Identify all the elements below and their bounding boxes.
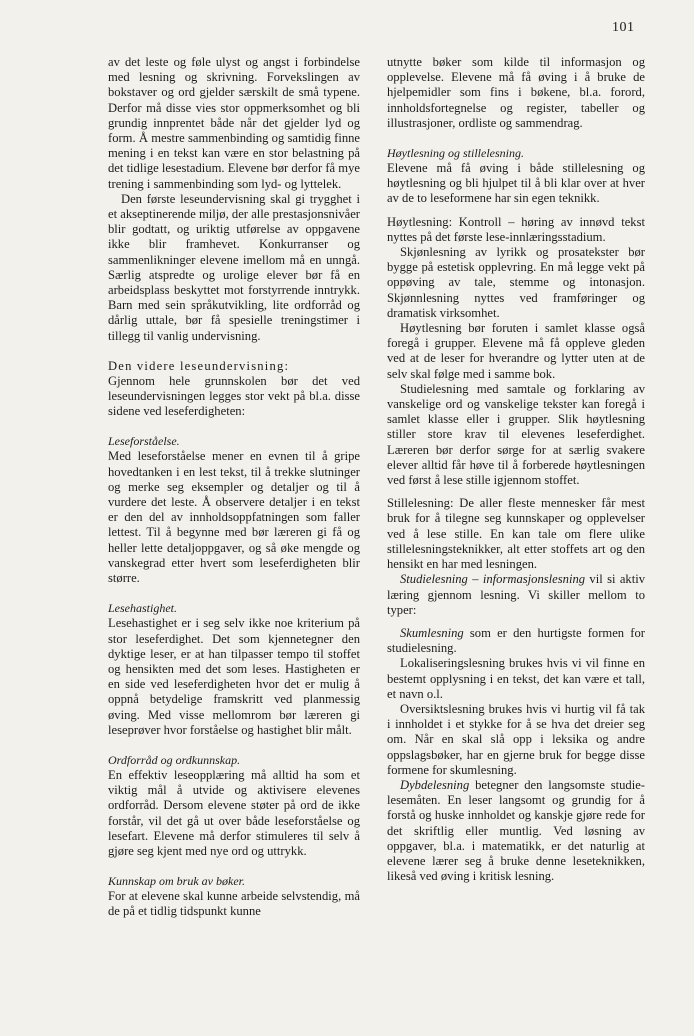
term: Skumlesning — [400, 625, 464, 640]
paragraph — [387, 778, 645, 884]
paragraph: Studielesning med samtale og forklaring av vanskelige ord og vanskelige tekster kan foregå i samlet klasse eller i grupper. Slik høytlesning stiller store krav til elevenes leseferdighet. Læreren bør derfor sørge for at særlig svakere elever alltid får høve til å forberede høytlesningen ved først å lese stille igjennom stoffet. — [387, 381, 645, 488]
paragraph: Stillelesning: De aller fleste mennesker får mest bruk for å tilegne seg kunnskaper og opplevelser ved å lese stille. En kan tale om flere ulike stillelesningsteknikker, alt etter stoffets art og den hensikt en har med lesningen. — [387, 496, 645, 572]
paragraph: Gjennom hele grunnskolen bør det ved leseundervisningen legges stor vekt på bl.a. disse sidene ved leseferdigheten: — [108, 373, 360, 419]
subheading: Ordforråd og ordkunnskap. — [108, 752, 241, 767]
subheading: Leseforståelse. — [108, 434, 180, 449]
paragraph: En effektiv leseopplæring må alltid ha som et viktig mål å utvide og aktivisere elevenes ordforråd. Dersom elevene støter på ord de ikke forstår, vil det gå ut over både leseforståelse og lesefart. Elevene må derfor stimuleres til selv å gjøre seg kjent med nye ord og uttrykk. — [108, 767, 360, 858]
paragraph: av det leste og føle ulyst og angst i forbindelse med lesning og skrivning. Forvekslingen av bokstaver og ord gjelder særskilt de små typene. Derfor må disse vies stor oppmerksomhet og bli grundig innprentet både når det gjelder lyd og form. Å mestre sammenbinding og samtidig finne mening i en tekst kan være en stor belastning på det tidlige lesestadium. Elevene bør derfor få mye trening i sammenbinding som lyd- og lyttelek. — [108, 55, 360, 191]
term: Dybdelesning — [400, 777, 470, 792]
paragraph: Oversiktslesning brukes hvis vi hurtig vil få tak i innholdet i et stykke for å se hva det dreier seg om. Når en skal slå opp i leksika og andre oppslagsbøker, har en gjerne bruk for begge disse formene for skumlesning. — [387, 701, 645, 777]
paragraph — [387, 626, 645, 656]
paragraph: Lokaliseringslesning brukes hvis vi vil finne en bestemt opplysning i en tekst, det kan være et tall, et navn o.l. — [387, 656, 645, 701]
paragraph: Høytlesning: Kontroll – høring av innøvd tekst nyttes på det første lese-innlæringsstadium. — [387, 214, 645, 244]
section-heading: Den videre leseundervisning: — [108, 358, 290, 373]
paragraph: utnytte bøker som kilde til informasjon og opplevelse. Elevene må få øving i å bruke de hjelpemidler som fins i bøkene, bl.a. forord, innholdsfortegnelse og register, tabeller og illustrasjoner, ordliste og sammendrag. — [387, 55, 645, 130]
left-column — [108, 55, 360, 920]
page-number: 101 — [612, 20, 635, 35]
paragraph: Skjønlesning av lyrikk og prosatekster bør bygge på estetisk opplevring. En må legge vekt på oppøving av tale, stemme og intonasjon. Skjønnlesning nyttes ved framføringer og dramatisk virksomhet. — [387, 245, 645, 320]
paragraph: Høytlesning bør foruten i samlet klasse også foregå i grupper. Elevene må få oppleve gleden ved at de leser for hverandre og lytter uten at de selv skal følge med i samme bok. — [387, 321, 645, 381]
paragraph: Lesehastighet er i seg selv ikke noe kriterium på stor leseferdighet. Det som kjennetegner den dyktige leser, er at han tilpasser tempo til stoffet og hensikten med det som leses. Hastigheten er en side ved leseferdigheten hvor det er mulig å oppnå betydelige framskritt ved planmessig øving. Med visse mellomrom bør læreren gi leseprøver hvor forståelse og hastighet blir målt. — [108, 616, 360, 737]
paragraph-text: som er den hurtigste formen for studielesning. — [387, 625, 645, 656]
paragraph: Den første leseundervisning skal gi trygghet i et akseptinerende miljø, der alle prestasjonsnivåer blir godtatt, og uriktig utførelse av oppgavene ikke blir framhevet. Konkurranser og sammenlikninger elevene imellom må en unngå. Særlig atspredte og urolige elever bør få en arbeidsplass beskyttet mot forstyrrende inntrykk. Barn med sein språkutvikling, lite ordforråd og dårlig uttale, bør få spesielle treningstimer i tillegg til vanlig undervisning. — [108, 191, 360, 343]
subheading: Kunnskap om bruk av bøker. — [108, 874, 245, 889]
subheading: Lesehastighet. — [108, 601, 177, 616]
paragraph: For at elevene skal kunne arbeide selvstendig, må de på et tidlig tidspunkt kunne — [108, 889, 360, 919]
paragraph — [387, 572, 645, 618]
subheading: Høytlesning og stillelesning. — [387, 146, 524, 161]
paragraph: Elevene må få øving i både stillelesning og høytlesning og bli hjulpet til å bli klar over at hver av de to leseformene har sin egen teknikk. — [387, 161, 645, 206]
right-column — [387, 55, 645, 884]
paragraph-text: vil si aktiv læring gjennom lesning. Vi skiller mellom to typer: — [387, 572, 646, 617]
paragraph: Med leseforståelse mener en evnen til å gripe hovedtanken i en lest tekst, til å trekke slutninger og merke seg eksempler og detaljer og til å vurdere det leste. Å observere detaljer i en tekst er den del av innholdsoppfatningen som faller lettest. Til å begynne med bør læreren gi få og heller lette detaljoppgaver, og så øke mengde og vanskegrad etter hvert som leseferdigheten blir større. — [108, 449, 360, 586]
paragraph-text: betegner den langsomste studie-lesemåten. En leser langsomt og grundig for å forstå og huske innholdet og kanskje gjøre rede for det skriftlig eller muntlig. Ved løsning av oppgaver, bl.a. i matematikk, er det naturlig at elevene lærer seg å bruke denne leseteknikken, likeså ved øving i kritisk lesning. — [387, 777, 645, 884]
term: Studielesning – informasjonslesning — [400, 572, 586, 587]
